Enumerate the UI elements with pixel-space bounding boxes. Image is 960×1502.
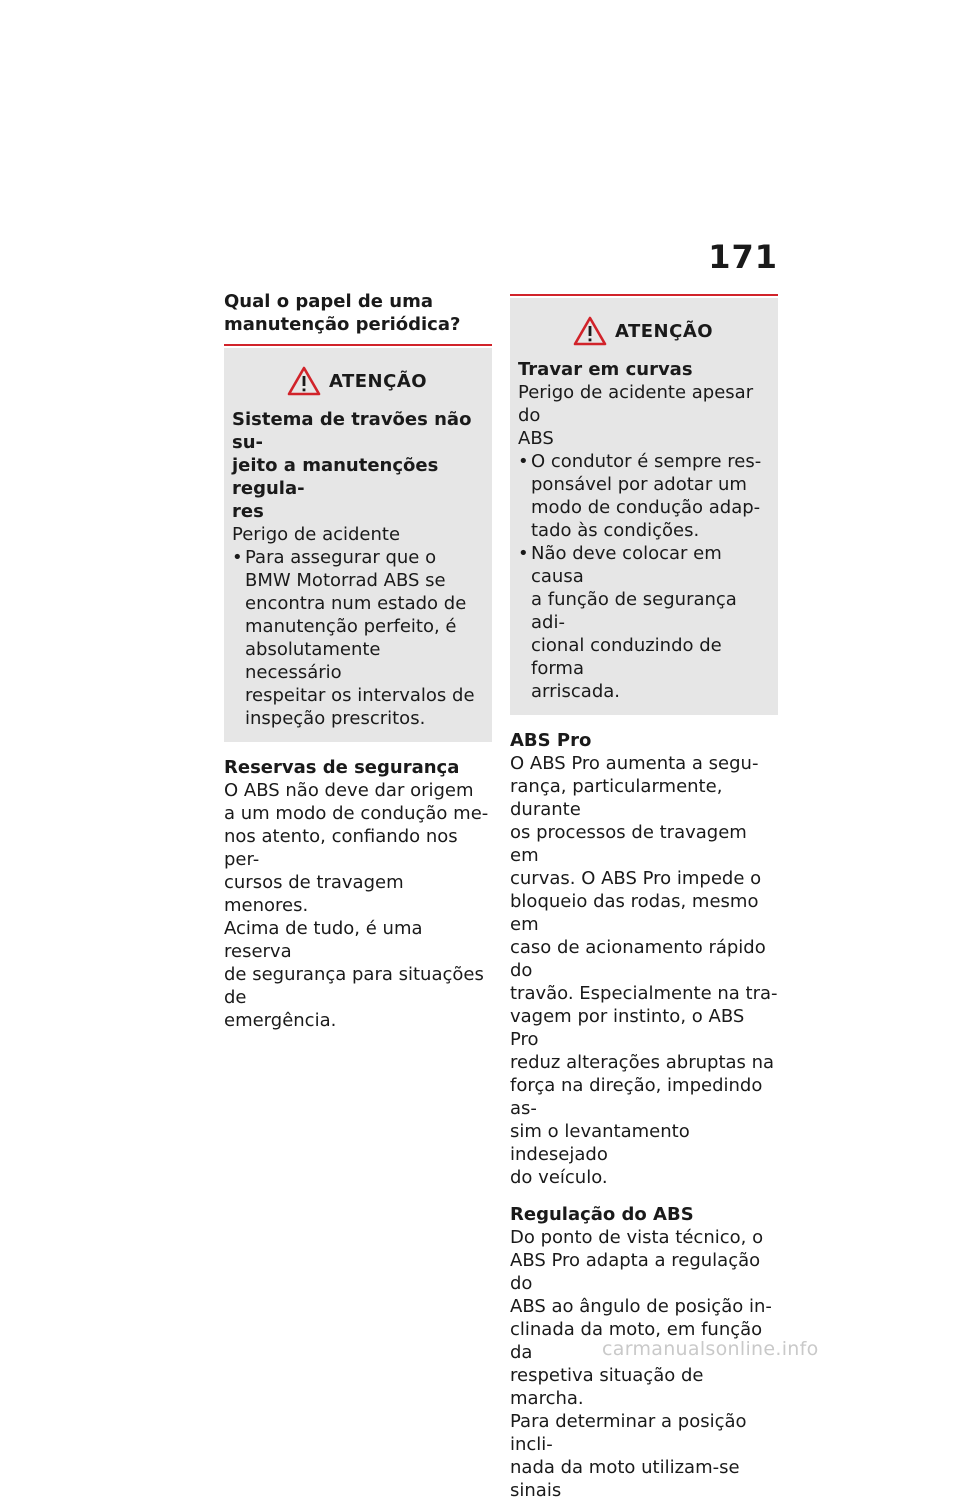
warning-triangle-icon <box>573 316 607 346</box>
warning-triangle-icon <box>287 366 321 396</box>
page-number: 171 <box>708 238 778 276</box>
heading-rule <box>224 344 492 346</box>
right-column <box>510 294 778 1502</box>
warning-title: Travar em curvas <box>518 359 693 380</box>
list-item: • Não deve colocar em causa a função de segurança adi- cional conduzindo de forma arriscada. <box>518 542 768 703</box>
section-title-safety-reserve: Reservas de segurança <box>224 757 460 778</box>
warning-box-curves <box>510 298 778 715</box>
list-item: • O condutor é sempre res- ponsável por adotar um modo de condução adap- tado às condições. <box>518 450 768 542</box>
section-body-abs-pro: O ABS Pro aumenta a segu- rança, particularmente, durante os processos de travagem em curvas. O ABS Pro impede o bloqueio das rodas, mesmo em caso de acionamento rápido do travão. Especialmente na tra- vagem por instinto, o ABS Pro reduz alterações abruptas na força na direção, impedindo as- sim o levantamento indesejado do veículo. <box>510 753 778 1188</box>
heading-rule <box>510 294 778 296</box>
warning-label: ATENÇÃO <box>328 370 428 392</box>
warning-bullet-list <box>232 546 482 730</box>
warning-header <box>518 316 768 346</box>
warning-title: Sistema de travões não su- jeito a manutenções regula- res <box>232 409 472 522</box>
section-heading-maintenance: Qual o papel de uma manutenção periódica? <box>224 291 461 335</box>
watermark: carmanualsonline.info <box>602 1338 819 1360</box>
section-body-safety-reserve: O ABS não deve dar origem a um modo de condução me- nos atento, confiando nos per- cursos de travagem menores. Acima de tudo, é uma reserva de segurança para situações de emergência. <box>224 780 489 1031</box>
warning-box-brakes <box>224 348 492 742</box>
warning-text: Perigo de acidente <box>232 524 401 545</box>
section-title-abs-pro: ABS Pro <box>510 730 592 751</box>
left-column <box>224 290 492 1032</box>
warning-bullet-list <box>518 450 768 703</box>
warning-label: ATENÇÃO <box>614 320 714 342</box>
section-title-abs-regulation: Regulação do ABS <box>510 1204 694 1225</box>
warning-header <box>232 366 482 396</box>
section-body-abs-regulation: Do ponto de vista técnico, o ABS Pro adapta a regulação do ABS ao ângulo de posição in- clinada da moto, em função da respetiva situação de marcha. Para determinar a posição incli- nada da moto utilizam-se sinais <box>510 1227 772 1501</box>
warning-text: Perigo de acidente apesar do ABS <box>518 382 754 449</box>
list-item: • Para assegurar que o BMW Motorrad ABS se encontra num estado de manutenção perfeito, é absolutamente necessário respeitar os intervalos de inspeção prescritos. <box>232 546 482 730</box>
